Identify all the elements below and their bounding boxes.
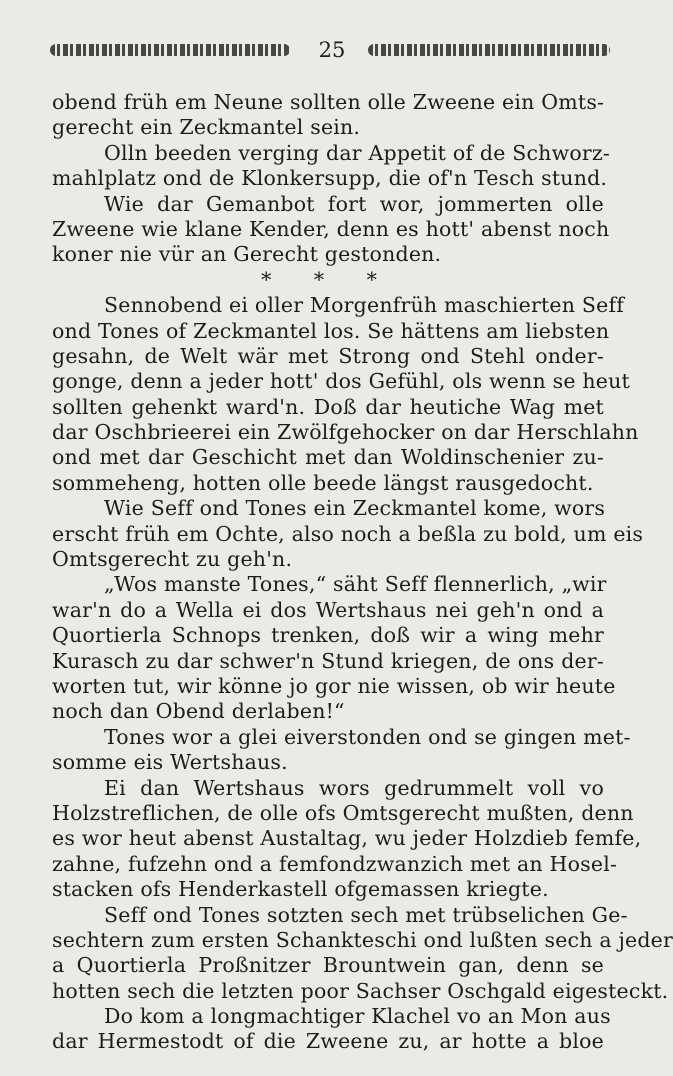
text-line: Holzstreflichen, de olle ofs Omtsgerecht mußten, denn [52, 800, 634, 825]
text-line: Ei dan Wertshaus wors gedrummelt voll vo [104, 775, 604, 800]
body-text [52, 90, 673, 1055]
text-line: sommeheng, hotten olle beede längst rausgedocht. [52, 470, 594, 495]
running-header [0, 38, 655, 68]
text-line: war'n do a Wella ei dos Wertshaus nei geh'n ond a [52, 597, 604, 622]
text-line: gesahn, de Welt wär met Strong ond Stehl onder- [52, 343, 604, 368]
text-line: obend früh em Neune sollten olle Zweene ein Omts- [52, 90, 605, 114]
text-line: Tones wor a glei eiverstonden ond se gingen met- [104, 724, 631, 749]
header-ornament-left [50, 44, 290, 56]
text-line: a Quortierla Proßnitzer Brountwein gan, denn se [52, 953, 604, 978]
text-line: stacken ofs Henderkastell ofgemassen kriegte. [52, 877, 549, 902]
text-line: „Wos manste Tones,“ säht Seff flennerlich, „wir [104, 572, 607, 597]
text-line: dar Hermestodt of die Zweene zu, ar hotte a bloe [52, 1029, 604, 1054]
text-line: worten tut, wir könne jo gor nie wissen, ob wir heute [52, 673, 616, 698]
text-line: Wie dar Gemanbot fort wor, jommerten olle [104, 191, 604, 216]
text-line: noch dan Obend derlaben!“ [52, 699, 345, 724]
text-line: sechtern zum ersten Schankteschi ond lußten sech a jeder [52, 927, 673, 952]
text-line: Seff ond Tones sotzten sech met trübselichen Ge- [104, 902, 628, 927]
text-line: ond met dar Geschicht met dan Woldinschenier zu- [52, 445, 604, 470]
text-line: sollten gehenkt ward'n. Doß dar heutiche Wag met [52, 394, 604, 419]
text-line: koner nie vür an Gerecht gestonden. [52, 242, 442, 267]
text-line: mahlplatz ond de Klonkersupp, die of'n Tesch stund. [52, 166, 608, 191]
text-line: Omtsgerecht zu geh'n. [52, 547, 293, 572]
section-break: * * * [261, 267, 395, 292]
text-line: Zweene wie klane Kender, denn es hott' abenst noch [52, 216, 610, 241]
text-line: zahne, fufzehn ond a femfondzwanzich met an Hosel- [52, 851, 618, 876]
text-line: es wor heut abenst Austaltag, wu jeder Holzdieb femfe, [52, 826, 642, 851]
header-ornament-right [368, 44, 610, 56]
text-line: ond Tones of Zeckmantel los. Se hättens am liebsten [52, 318, 610, 343]
text-line: Olln beeden verging dar Appetit of de Schworz- [104, 140, 610, 165]
text-line: Sennobend ei oller Morgenfrüh maschierten Seff [104, 293, 625, 318]
text-line: Kurasch zu dar schwer'n Stund kriegen, de ons der- [52, 648, 604, 673]
text-line: hotten sech die letzten poor Sachser Oschgald eigesteckt. [52, 978, 669, 1003]
text-line: Do kom a longmachtiger Klachel vo an Mon aus [104, 1004, 611, 1029]
text-line: gonge, denn a jeder hott' dos Gefühl, ols wenn se heut [52, 369, 630, 394]
text-line: Quortierla Schnops trenken, doß wir a wing mehr [52, 623, 604, 648]
text-line: somme eis Wertshaus. [52, 750, 288, 775]
text-line: gerecht ein Zeckmantel sein. [52, 115, 361, 140]
text-line: Wie Seff ond Tones ein Zeckmantel kome, wors [104, 496, 606, 521]
page-number: 25 [318, 38, 346, 62]
text-line: erscht früh em Ochte, also noch a beßla zu bold, um eis [52, 521, 644, 546]
text-line: dar Oschbrieerei ein Zwölfgehocker on dar Herschlahn [52, 420, 639, 445]
